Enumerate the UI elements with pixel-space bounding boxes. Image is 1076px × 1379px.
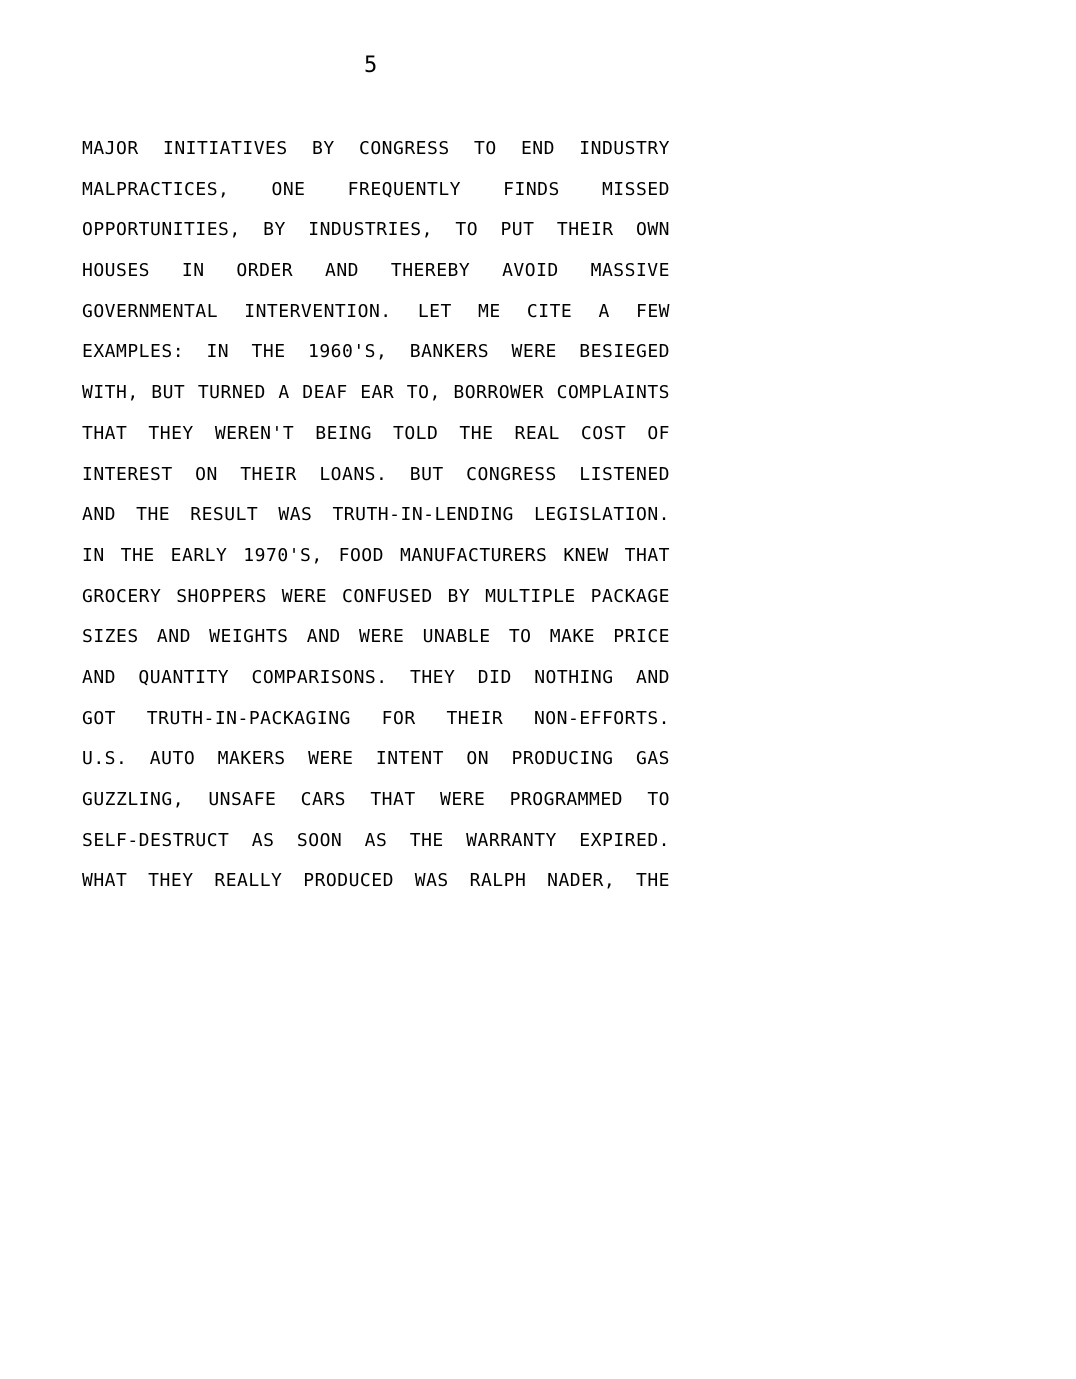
text-line: HOUSES IN ORDER AND THEREBY AVOID MASSIVE [82,260,670,282]
text-line: GUZZLING, UNSAFE CARS THAT WERE PROGRAMMED TO [82,789,670,810]
text-line: IN THE EARLY 1970'S, FOOD MANUFACTURERS KNEW THAT [82,544,670,566]
text-line: OPPORTUNITIES, BY INDUSTRIES, TO PUT THEIR OWN [82,219,670,241]
text-line: SIZES AND WEIGHTS AND WERE UNABLE TO MAKE PRICE [82,626,670,648]
text-line: GOT TRUTH-IN-PACKAGING FOR THEIR NON-EFFORTS. [82,707,670,729]
text-line: AND QUANTITY COMPARISONS. THEY DID NOTHING AND [82,666,670,688]
text-line: INTEREST ON THEIR LOANS. BUT CONGRESS LISTENED [82,463,670,485]
text-line: AND THE RESULT WAS TRUTH-IN-LENDING LEGISLATION. [82,504,670,526]
text-line: GOVERNMENTAL INTERVENTION. LET ME CITE A FEW [82,300,670,322]
page-number: 5 [364,53,378,78]
text-line: MALPRACTICES, ONE FREQUENTLY FINDS MISSED [82,178,670,200]
text-line: EXAMPLES: IN THE 1960'S, BANKERS WERE BESIEGED [82,341,670,363]
text-line: WHAT THEY REALLY PRODUCED WAS RALPH NADER, THE [82,870,670,892]
text-line: WITH, BUT TURNED A DEAF EAR TO, BORROWER COMPLAINTS [82,382,670,404]
text-line: GROCERY SHOPPERS WERE CONFUSED BY MULTIPLE PACKAGE [82,585,670,607]
body-text [82,134,670,907]
text-line: MAJOR INITIATIVES BY CONGRESS TO END INDUSTRY [82,138,670,159]
text-line: SELF-DESTRUCT AS SOON AS THE WARRANTY EXPIRED. [82,829,670,851]
text-line: U.S. AUTO MAKERS WERE INTENT ON PRODUCING GAS [82,748,670,770]
text-line: THAT THEY WEREN'T BEING TOLD THE REAL COST OF [82,422,670,444]
